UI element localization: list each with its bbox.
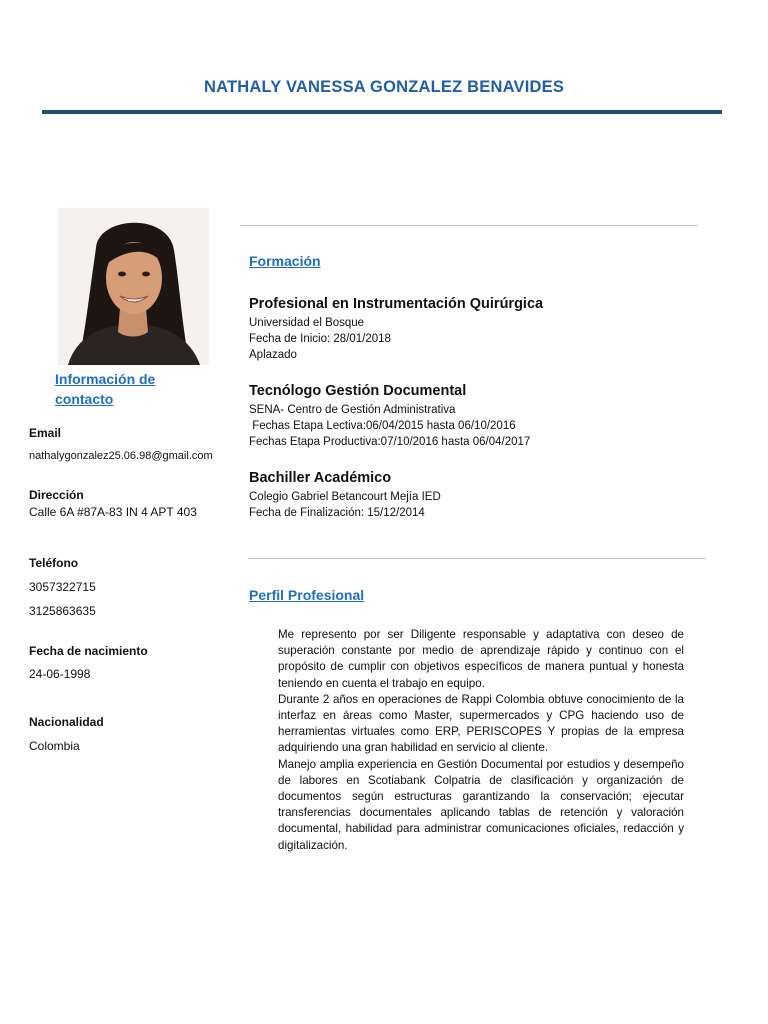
degree-3-line-1: Colegio Gabriel Betancourt Mejía IED	[249, 491, 441, 503]
page-title: NATHALY VANESSA GONZALEZ BENAVIDES	[203, 78, 565, 96]
degree-2-line-1: SENA- Centro de Gestión Administrativa	[249, 404, 456, 416]
birth-value: 24-06-1998	[29, 667, 91, 681]
degree-3-line-2: Fecha de Finalización: 15/12/2014	[249, 507, 425, 519]
portrait-image	[58, 208, 209, 365]
degree-2-line-2: Fechas Etapa Lectiva:06/04/2015 hasta 06/10/2016	[249, 420, 516, 432]
degree-title-2: Tecnólogo Gestión Documental	[249, 383, 467, 399]
profile-text	[278, 627, 684, 854]
degree-2-line-3: Fechas Etapa Productiva:07/10/2016 hasta 06/04/2017	[249, 436, 531, 448]
degree-1-line-2: Fecha de Inicio: 28/01/2018	[249, 333, 391, 345]
phone-value-2: 3125863635	[29, 604, 96, 618]
contact-section-title[interactable]: Información de contacto	[55, 371, 156, 407]
email-label: Email	[29, 426, 62, 440]
address-label: Dirección	[29, 488, 84, 502]
nationality-label: Nacionalidad	[29, 715, 104, 729]
profile-paragraph-3: Manejo amplia experiencia en Gestión Documental por estudios y desempeño de labores en Scotiabank Colpatria de clasificación y organización de documentos según estructuras garantizando la conservación; ejecutar transferencias documentales aplicando tablas de retención y valoración documental, habilidad para administrar comunicaciones oficiales, redacción y digitalización.	[278, 757, 684, 852]
nationality-value: Colombia	[29, 739, 80, 753]
address-value: Calle 6A #87A-83 IN 4 APT 403	[29, 505, 197, 519]
education-section-title[interactable]: Formación	[249, 253, 321, 269]
birth-label: Fecha de nacimiento	[29, 644, 148, 658]
degree-title-1: Profesional en Instrumentación Quirúrgica	[249, 296, 544, 312]
education-divider	[240, 225, 698, 226]
profile-paragraph-1: Me represento por ser Diligente responsable y adaptativa con deseo de superación constante por medio de aprendizaje rápido y continuo con el propósito de cumplir con objetivos específicos de manera puntual y honesta teniendo en cuenta el trabajo en equipo.	[278, 628, 684, 690]
phone-label: Teléfono	[29, 556, 79, 570]
degree-title-3: Bachiller Académico	[249, 470, 392, 486]
profile-divider	[248, 558, 706, 559]
phone-value-1: 3057322715	[29, 580, 96, 594]
degree-1-line-1: Universidad el Bosque	[249, 317, 365, 329]
profile-paragraph-2: Durante 2 años en operaciones de Rappi Colombia obtuve conocimiento de la interfaz en áreas como Master, supermercados y CPG haciendo uso de herramientas virtuales como ERP, PERISCOPES Y propias de la empresa adquiriendo una gran habilidad en servicio al cliente.	[278, 692, 684, 755]
email-value: nathalygonzalez25.06.98@gmail.com	[29, 450, 213, 462]
degree-1-line-3: Aplazado	[249, 349, 297, 361]
title-divider	[42, 110, 722, 114]
profile-section-title[interactable]: Perfil Profesional	[249, 587, 365, 603]
profile-photo	[58, 208, 209, 365]
